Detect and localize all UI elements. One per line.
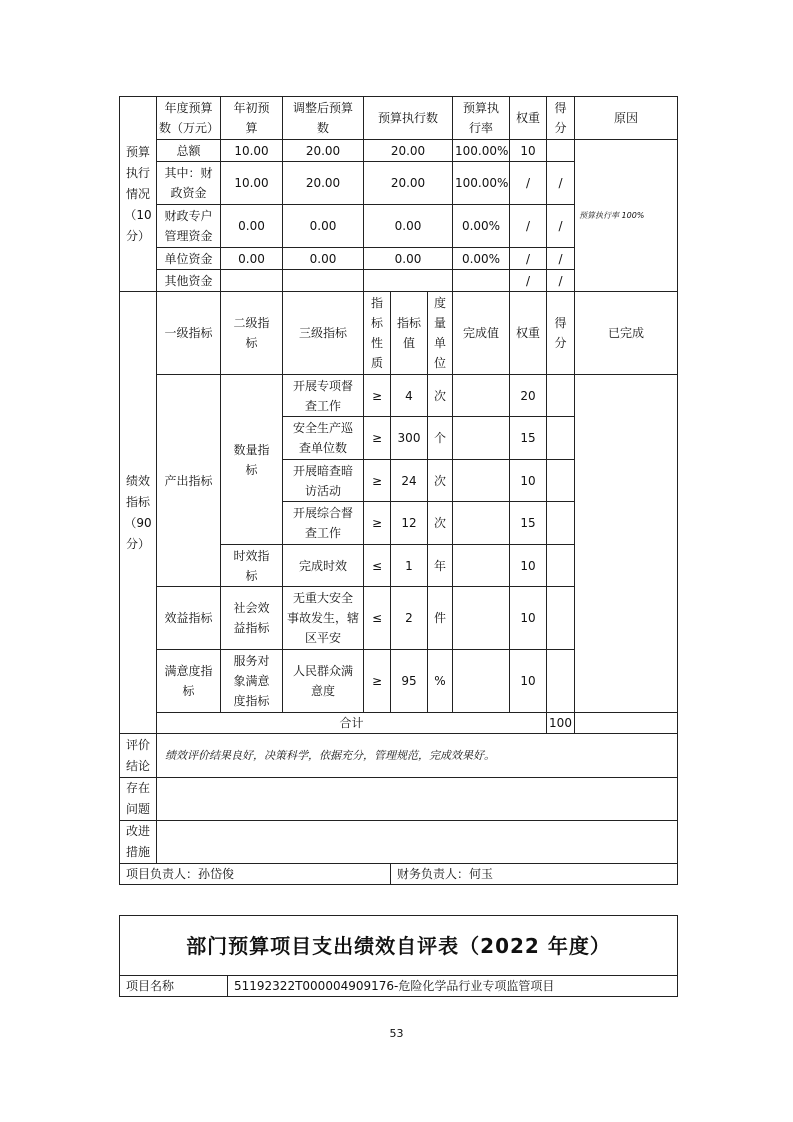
indicator-weight: 10 (510, 545, 547, 587)
indicator-unit: 次 (428, 375, 453, 417)
budget-header-weight: 权重 (510, 97, 547, 140)
finance-lead: 财务负责人：何玉 (391, 864, 678, 885)
budget-row-score (547, 140, 575, 162)
budget-header-executed: 预算执行数 (364, 97, 453, 140)
indicator-value: 2 (391, 587, 428, 650)
satisfaction-indicator-label: 满意度指 标 (157, 650, 221, 713)
budget-row-initial: 0.00 (221, 205, 283, 248)
budget-row-score: / (547, 248, 575, 270)
improvement-label: 改进 措施 (120, 821, 157, 864)
budget-row (120, 140, 678, 162)
total-score (575, 713, 678, 734)
budget-header-row (120, 97, 678, 140)
budget-row-rate: 0.00% (453, 205, 510, 248)
budget-row-adjusted (283, 270, 364, 292)
budget-row-name: 总额 (157, 140, 221, 162)
indicator-header-row (120, 292, 678, 375)
budget-row-rate (453, 270, 510, 292)
budget-header-reason: 原因 (575, 97, 678, 140)
budget-row-executed: 0.00 (364, 248, 453, 270)
indicator-operator: ≥ (364, 502, 391, 545)
total-weight: 100 (547, 713, 575, 734)
indicator-operator: ≤ (364, 587, 391, 650)
indicator-operator: ≥ (364, 460, 391, 502)
indicator-name: 人民群众满 意度 (283, 650, 364, 713)
budget-row-adjusted: 20.00 (283, 162, 364, 205)
indicator-unit: 个 (428, 417, 453, 460)
indicator-done (453, 417, 510, 460)
indicator-score (547, 650, 575, 713)
project-name-label: 项目名称 (120, 976, 228, 997)
budget-row-adjusted: 0.00 (283, 248, 364, 270)
performance-self-evaluation-table (119, 96, 678, 885)
output-indicator-label: 产出指标 (157, 375, 221, 587)
total-label: 合计 (157, 713, 547, 734)
indicator-header-weight: 权重 (510, 292, 547, 375)
indicator-header-value: 指标 值 (391, 292, 428, 375)
budget-row-weight: / (510, 205, 547, 248)
budget-section-label: 预算 执行 情况 （10 分） (120, 97, 157, 292)
issues-text (157, 778, 678, 821)
indicator-value: 95 (391, 650, 428, 713)
indicator-header-status: 已完成 (575, 292, 678, 375)
indicator-value: 4 (391, 375, 428, 417)
indicator-score (547, 375, 575, 417)
indicator-value: 300 (391, 417, 428, 460)
indicator-operator: ≤ (364, 545, 391, 587)
indicator-name: 完成时效 (283, 545, 364, 587)
total-row (120, 713, 678, 734)
budget-row-score: / (547, 270, 575, 292)
indicator-done (453, 545, 510, 587)
indicator-header-nature: 指 标 性 质 (364, 292, 391, 375)
indicator-done (453, 587, 510, 650)
indicator-done (453, 650, 510, 713)
indicator-value: 12 (391, 502, 428, 545)
indicator-weight: 20 (510, 375, 547, 417)
indicator-weight: 10 (510, 587, 547, 650)
indicator-name: 无重大安全 事故发生，辖 区平安 (283, 587, 364, 650)
indicator-header-done: 完成值 (453, 292, 510, 375)
improvement-text (157, 821, 678, 864)
indicator-name: 开展专项督 查工作 (283, 375, 364, 417)
indicator-header-level3: 三级指标 (283, 292, 364, 375)
budget-row-initial: 10.00 (221, 162, 283, 205)
budget-row-weight: / (510, 248, 547, 270)
indicator-unit: 次 (428, 460, 453, 502)
budget-row-executed: 20.00 (364, 140, 453, 162)
indicator-value: 1 (391, 545, 428, 587)
next-table-title: 部门预算项目支出绩效自评表（2022 年度） (120, 916, 678, 976)
budget-row-adjusted: 20.00 (283, 140, 364, 162)
budget-row-name: 其中：财 政资金 (157, 162, 221, 205)
budget-row-initial (221, 270, 283, 292)
issues-row (120, 778, 678, 821)
indicator-notes (575, 375, 678, 713)
indicator-weight: 10 (510, 460, 547, 502)
project-name-value: 51192322T000004909176-危险化学品行业专项监管项目 (228, 976, 678, 997)
budget-row-name: 其他资金 (157, 270, 221, 292)
indicator-row (120, 375, 678, 417)
budget-row-rate: 100.00% (453, 140, 510, 162)
budget-row-rate: 100.00% (453, 162, 510, 205)
indicator-done (453, 502, 510, 545)
budget-header-initial: 年初预 算 (221, 97, 283, 140)
indicator-header-unit: 度 量 单 位 (428, 292, 453, 375)
next-table-title-row (120, 916, 678, 976)
indicator-weight: 15 (510, 417, 547, 460)
budget-header-annual: 年度预算 数（万元） (157, 97, 221, 140)
project-name-row (120, 976, 678, 997)
timeliness-indicator-label: 时效指 标 (221, 545, 283, 587)
indicator-unit: 次 (428, 502, 453, 545)
budget-row-name: 单位资金 (157, 248, 221, 270)
budget-row-name: 财政专户 管理资金 (157, 205, 221, 248)
indicator-unit: 年 (428, 545, 453, 587)
evaluation-text: 绩效评价结果良好，决策科学，依据充分，管理规范，完成效果好。 (157, 734, 678, 778)
budget-header-rate: 预算执 行率 (453, 97, 510, 140)
budget-row-initial: 10.00 (221, 140, 283, 162)
indicator-done (453, 460, 510, 502)
budget-row-executed: 20.00 (364, 162, 453, 205)
indicator-score (547, 460, 575, 502)
indicator-operator: ≥ (364, 375, 391, 417)
budget-header-score: 得 分 (547, 97, 575, 140)
indicator-unit: % (428, 650, 453, 713)
indicator-value: 24 (391, 460, 428, 502)
performance-section-label: 绩效 指标 （90 分） (120, 292, 157, 734)
budget-row-adjusted: 0.00 (283, 205, 364, 248)
page-number: 53 (389, 1027, 404, 1040)
benefit-indicator-label: 效益指标 (157, 587, 221, 650)
budget-reason: 预算执行率 100% (575, 140, 678, 292)
issues-label: 存在 问题 (120, 778, 157, 821)
budget-row-rate: 0.00% (453, 248, 510, 270)
indicator-name: 安全生产巡 查单位数 (283, 417, 364, 460)
project-lead: 项目负责人：孙岱俊 (120, 864, 391, 885)
indicator-score (547, 587, 575, 650)
evaluation-label: 评价 结论 (120, 734, 157, 778)
indicator-done (453, 375, 510, 417)
social-benefit-label: 社会效 益指标 (221, 587, 283, 650)
next-evaluation-table (119, 915, 678, 997)
indicator-score (547, 545, 575, 587)
indicator-weight: 10 (510, 650, 547, 713)
budget-row-score: / (547, 205, 575, 248)
quantity-indicator-label: 数量指 标 (221, 375, 283, 545)
signature-row (120, 864, 678, 885)
budget-row-initial: 0.00 (221, 248, 283, 270)
indicator-header-level1: 一级指标 (157, 292, 221, 375)
indicator-weight: 15 (510, 502, 547, 545)
indicator-operator: ≥ (364, 650, 391, 713)
improvement-row (120, 821, 678, 864)
budget-row-executed (364, 270, 453, 292)
budget-row-score: / (547, 162, 575, 205)
service-satisfaction-label: 服务对 象满意 度指标 (221, 650, 283, 713)
evaluation-row (120, 734, 678, 778)
indicator-unit: 件 (428, 587, 453, 650)
indicator-score (547, 502, 575, 545)
indicator-header-level2: 二级指 标 (221, 292, 283, 375)
budget-row-weight: / (510, 162, 547, 205)
budget-row-weight: 10 (510, 140, 547, 162)
indicator-header-score: 得 分 (547, 292, 575, 375)
indicator-operator: ≥ (364, 417, 391, 460)
budget-row-weight: / (510, 270, 547, 292)
indicator-name: 开展暗查暗 访活动 (283, 460, 364, 502)
indicator-score (547, 417, 575, 460)
indicator-name: 开展综合督 查工作 (283, 502, 364, 545)
budget-header-adjusted: 调整后预算 数 (283, 97, 364, 140)
budget-row-executed: 0.00 (364, 205, 453, 248)
